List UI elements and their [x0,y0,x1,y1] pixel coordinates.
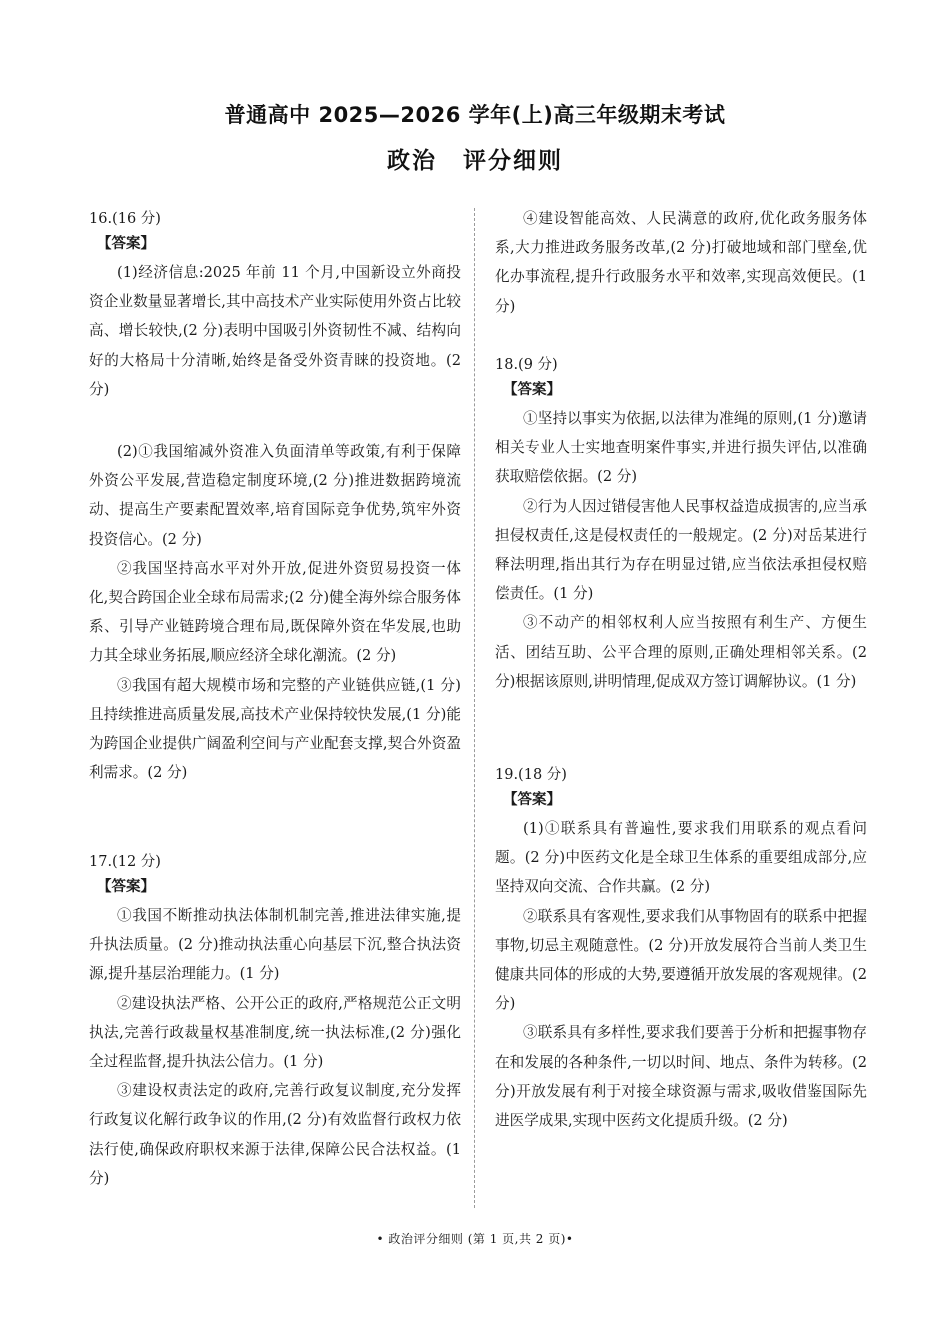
page-title: 普通高中 2025—2026 学年(上)高三年级期末考试 [224,103,726,127]
question-19-item1: (1)①联系具有普遍性,要求我们用联系的观点看问题。(2 分)中医药文化是全球卫生体系的重要组成部分,应坚持双向交流、合作共赢。(2 分) [495,820,867,896]
page-footer: • 政治评分细则 (第 1 页,共 2 页)• [376,1232,574,1246]
subject-label: 政治 [387,148,437,174]
question-16 [89,209,461,404]
question-19-heading: 19.(18 分) [495,767,567,783]
question-18-item3: ③不动产的相邻权利人应当按照有利生产、方便生活、团结互助、公平合理的原则,正确处理相邻关系。(2 分)根据该原则,讲明情理,促成双方签订调解协议。(1 分) [495,614,867,690]
question-17-heading: 17.(12 分) [89,854,161,870]
question-17 [89,852,461,1193]
question-16-part2-item2: ②我国坚持高水平对外开放,促进外资贸易投资一体化,契合跨国企业全球布局需求;(2 分)健全海外综合服务体系、引导产业链跨境合理布局,既保障外资在华发展,也助力其全球业务拓展,顺应经济全球化潮流。(2 分) [89,559,461,665]
question-18-answer-label: 【答案】 [503,382,561,398]
question-19-item3: ③联系具有多样性,要求我们要善于分析和把握事物存在和发展的各种条件,一切以时间、地点、条件为转移。(2 分)开放发展有利于对接全球资源与需求,吸收借鉴国际先进医学成果,实现中医药文化提质升级。(2 分) [495,1024,867,1130]
question-16-part1: (1)经济信息:2025 年前 11 个月,中国新设立外商投资企业数量显著增长,其中高技术产业实际使用外资占比较高、增长较快,(2 分)表明中国吸引外资韧性不减、结构向好的大格局十分清晰,始终是备受外资青睐的投资地。(2 分) [89,264,461,398]
question-18-heading: 18.(9 分) [495,357,558,373]
question-17-item2: ②建设执法严格、公开公正的政府,严格规范公正文明执法,完善行政裁量权基准制度,统一执法标准,(2 分)强化全过程监督,提升执法公信力。(1 分) [89,994,461,1071]
page-subtitle [0,142,950,175]
question-17-item4: ④建设智能高效、人民满意的政府,优化政务服务体系,大力推进政务服务改革,(2 分)打破地域和部门壁垒,优化办事流程,提升行政服务水平和效率,实现高效便民。(1 分) [495,210,867,315]
column-divider [474,208,475,1208]
question-16-part2-item3: ③我国有超大规模市场和完整的产业链供应链,(1 分)且持续推进高质量发展,高技术产业保持较快发展,(1 分)能为跨国企业提供广阔盈利空间与产业配套支撑,契合外资盈利需求。(2 分) [89,676,461,782]
question-19-item2: ②联系具有客观性,要求我们从事物固有的联系中把握事物,切忌主观随意性。(2 分)开放发展符合当前人类卫生健康共同体的形成的大势,要遵循开放发展的客观规律。(2 分) [495,907,867,1013]
question-17-continued [495,204,867,321]
question-17-item3: ③建设权责法定的政府,完善行政复议制度,充分发挥行政复议化解行政争议的作用,(2 分)有效监督行政权力依法行使,确保政府职权来源于法律,保障公民合法权益。(1 分) [89,1082,461,1187]
question-16-part2-block [89,437,461,787]
question-19-answer-label: 【答案】 [503,792,561,808]
question-18-item2: ②行为人因过错侵害他人民事权益造成损害的,应当承担侵权责任,这是侵权责任的一般规定。(2 分)对岳某进行释法明理,指出其行为存在明显过错,应当依法承担侵权赔偿责任。(1 分) [495,497,867,603]
question-19 [495,765,867,1135]
question-17-answer-label: 【答案】 [97,879,155,895]
question-17-item1: ①我国不断推动执法体制机制完善,推进法律实施,提升执法质量。(2 分)推动执法重心向基层下沉,整合执法资源,提升基层治理能力。(1 分) [89,907,461,983]
question-18-item1: ①坚持以事实为依据,以法律为准绳的原则,(1 分)邀请相关专业人士实地查明案件事实,并进行损失评估,以准确获取赔偿依据。(2 分) [495,410,867,486]
document-type-label: 评分细则 [463,148,563,174]
question-16-answer-label: 【答案】 [97,236,155,252]
question-16-heading: 16.(16 分) [89,211,161,227]
question-18 [495,355,867,696]
question-16-part2-item1: (2)①我国缩减外资准入负面清单等政策,有利于保障外资公平发展,营造稳定制度环境,(2 分)推进数据跨境流动、提高生产要素配置效率,培育国际竞争优势,筑牢外资投资信心。(2 分) [89,443,461,548]
